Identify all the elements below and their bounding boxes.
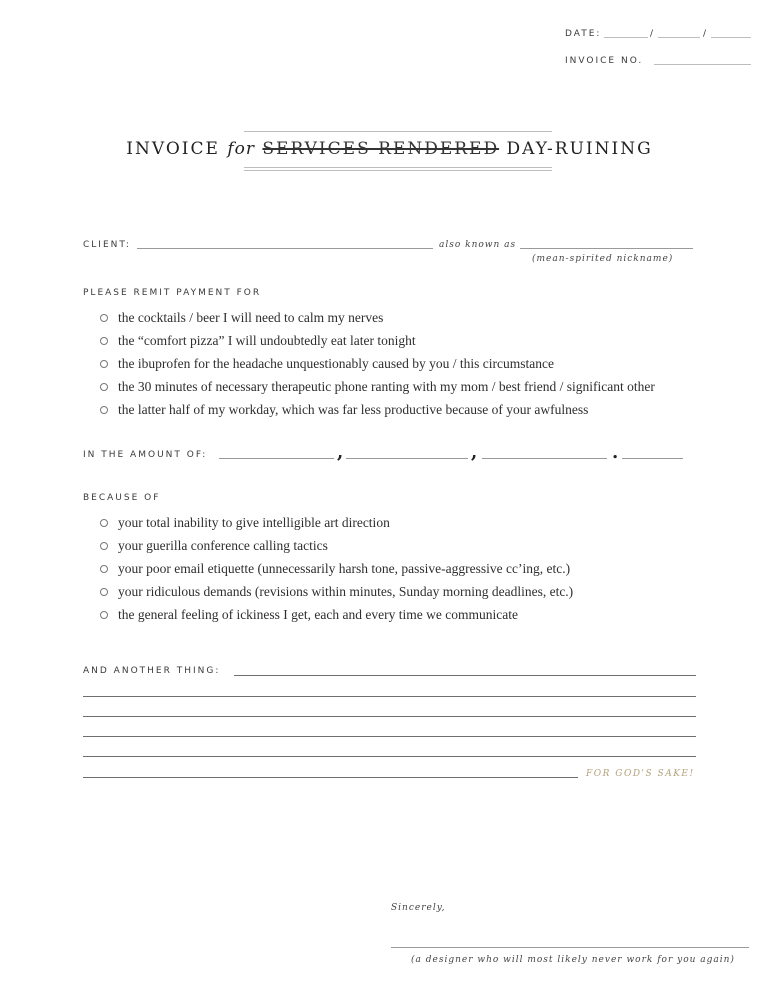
reason-option[interactable]: the general feeling of ickiness I get, each and every time we communicate	[100, 606, 518, 624]
amount-comma: ,	[337, 442, 344, 463]
another-thing-line[interactable]	[234, 675, 696, 676]
radio-circle-icon[interactable]	[100, 360, 108, 368]
sincerely-label: Sincerely,	[391, 903, 446, 913]
title-invoice: INVOICE	[126, 139, 220, 159]
page-title	[0, 139, 779, 159]
reason-option[interactable]: your ridiculous demands (revisions within minutes, Sunday morning deadlines, etc.)	[100, 583, 573, 601]
amount-comma: ,	[471, 442, 478, 463]
radio-circle-icon[interactable]	[100, 519, 108, 527]
client-field[interactable]	[137, 248, 433, 249]
date-separator: /	[650, 29, 654, 39]
another-thing-line[interactable]	[83, 736, 696, 737]
remit-option[interactable]: the ibuprofen for the headache unquestionably caused by you / this circumstance	[100, 355, 554, 373]
title-struck-services: SERVICES RENDERED	[262, 139, 500, 159]
for-gods-sake-note: FOR GOD'S SAKE!	[586, 769, 695, 779]
reason-option[interactable]: your poor email etiquette (unnecessarily harsh tone, passive-aggressive cc’ing, etc.)	[100, 560, 570, 578]
another-thing-label: AND ANOTHER THING:	[83, 666, 221, 676]
title-for: for	[227, 139, 255, 159]
title-rule-bottom-2	[244, 170, 552, 171]
title-rule-top	[244, 131, 552, 132]
signature-line[interactable]	[391, 947, 749, 948]
title-rule-bottom	[244, 167, 552, 168]
nickname-field[interactable]	[520, 248, 693, 249]
date-month-field[interactable]	[604, 37, 648, 38]
remit-option[interactable]: the cocktails / beer I will need to calm my nerves	[100, 309, 383, 327]
title-day-ruining: DAY-RUINING	[506, 139, 653, 159]
radio-circle-icon[interactable]	[100, 314, 108, 322]
invoice-number-field[interactable]	[654, 64, 751, 65]
client-label: CLIENT:	[83, 240, 131, 250]
date-separator: /	[703, 29, 707, 39]
signature-note: (a designer who will most likely never work for you again)	[411, 955, 735, 965]
radio-circle-icon[interactable]	[100, 383, 108, 391]
amount-label: IN THE AMOUNT OF:	[83, 450, 208, 460]
another-thing-line[interactable]	[83, 696, 696, 697]
invoice-number-label: INVOICE NO.	[565, 56, 644, 66]
date-year-field[interactable]	[711, 37, 751, 38]
amount-field-2[interactable]	[346, 458, 468, 459]
radio-circle-icon[interactable]	[100, 406, 108, 414]
radio-circle-icon[interactable]	[100, 337, 108, 345]
reason-option[interactable]: your guerilla conference calling tactics	[100, 537, 328, 555]
amount-decimal-point: .	[612, 442, 619, 463]
another-thing-line[interactable]	[83, 756, 696, 757]
nickname-note: (mean-spirited nickname)	[532, 254, 674, 264]
radio-circle-icon[interactable]	[100, 611, 108, 619]
remit-option[interactable]: the latter half of my workday, which was far less productive because of your awfulness	[100, 401, 588, 419]
another-thing-line[interactable]	[83, 716, 696, 717]
because-heading: BECAUSE OF	[83, 493, 161, 503]
radio-circle-icon[interactable]	[100, 542, 108, 550]
radio-circle-icon[interactable]	[100, 588, 108, 596]
remit-heading: PLEASE REMIT PAYMENT FOR	[83, 288, 262, 298]
amount-field-cents[interactable]	[622, 458, 683, 459]
remit-option[interactable]: the 30 minutes of necessary therapeutic phone ranting with my mom / best friend / significant other	[100, 378, 655, 396]
reason-option[interactable]: your total inability to give intelligible art direction	[100, 514, 390, 532]
amount-field-3[interactable]	[482, 458, 607, 459]
radio-circle-icon[interactable]	[100, 565, 108, 573]
aka-label: also known as	[439, 240, 517, 250]
another-thing-line[interactable]	[83, 777, 578, 778]
amount-field-1[interactable]	[219, 458, 334, 459]
remit-option[interactable]: the “comfort pizza” I will undoubtedly eat later tonight	[100, 332, 416, 350]
date-day-field[interactable]	[658, 37, 700, 38]
date-label: DATE:	[565, 29, 602, 39]
